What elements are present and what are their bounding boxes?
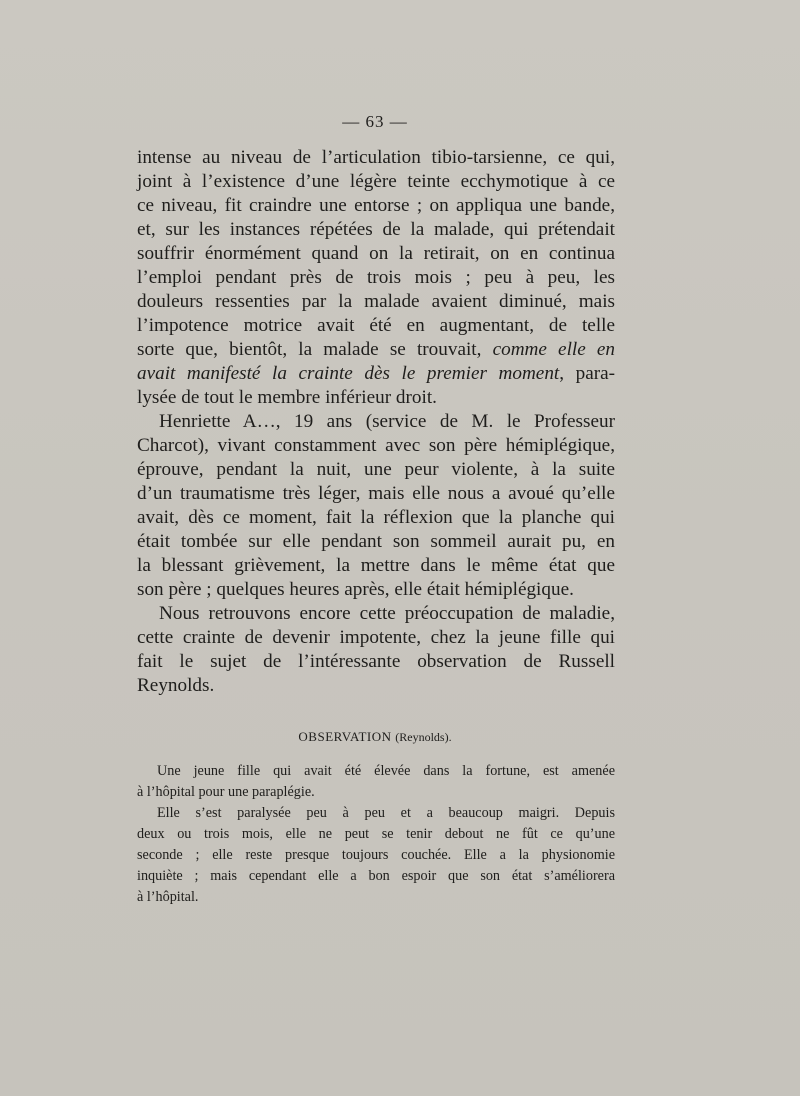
text-line: Elle s’est paralysée peu à peu et a beaucoup maigri. Depuis <box>157 805 615 821</box>
text-line: avait, dès ce moment, fait la réflexion que la planche qui <box>137 507 615 528</box>
text-line: souffrir énormément quand on la retirait, on en continua <box>137 243 615 264</box>
text-run: sorte que, bientôt, la malade se trouvait, <box>137 339 482 360</box>
observation-author: (Reynolds). <box>395 730 452 744</box>
text-line: cette crainte de devenir impotente, chez la jeune fille qui <box>137 627 615 648</box>
text-line: joint à l’existence d’une légère teinte ecchymotique à ce <box>137 171 615 192</box>
text-line: Reynolds. <box>137 675 215 696</box>
text-line <box>137 362 615 386</box>
text-line: Charcot), vivant constamment avec son père hémiplégique, <box>137 435 615 456</box>
text-line: l’impotence motrice avait été en augmentant, de telle <box>137 315 615 336</box>
text-line: Henriette A…, 19 ans (service de M. le Professeur <box>159 411 615 432</box>
observation-title: OBSERVATION <box>298 729 392 744</box>
text-run: , para- <box>559 363 616 384</box>
text-line: Nous retrouvons encore cette préoccupation de maladie, <box>159 603 615 624</box>
text-line: seconde ; elle reste presque toujours couchée. Elle a la physionomie <box>137 847 615 863</box>
text-line: était tombée sur elle pendant son sommeil aurait pu, en <box>137 531 615 552</box>
text-line: son père ; quelques heures après, elle était hémiplégique. <box>137 579 574 600</box>
text-line: ce niveau, fit craindre une entorse ; on appliqua une bande, <box>137 195 615 216</box>
page-number: — 63 — <box>342 112 408 131</box>
text-line: douleurs ressenties par la malade avaient diminué, mais <box>137 291 615 312</box>
text-line: l’emploi pendant près de trois mois ; peu à peu, les <box>137 267 615 288</box>
text-line: lysée de tout le membre inférieur droit. <box>137 387 437 408</box>
observation-heading <box>0 729 750 745</box>
text-line: fait le sujet de l’intéressante observation de Russell <box>137 651 615 672</box>
text-line: deux ou trois mois, elle ne peut se tenir debout ne fût ce qu’une <box>137 826 615 842</box>
text-line: d’un traumatisme très léger, mais elle nous a avoué qu’elle <box>137 483 615 504</box>
text-line: la blessant grièvement, la mettre dans le même état que <box>137 555 615 576</box>
italic-run: avait manifesté la crainte dès le premier moment <box>137 363 560 384</box>
main-text <box>137 146 615 698</box>
text-line <box>137 338 615 362</box>
italic-run: comme elle en <box>492 339 616 360</box>
observation-text <box>137 761 615 908</box>
text-line: à l’hôpital pour une paraplégie. <box>137 784 315 800</box>
text-line: à l’hôpital. <box>137 889 199 905</box>
text-line: intense au niveau de l’articulation tibio-tarsienne, ce qui, <box>137 147 615 168</box>
text-line: et, sur les instances répétées de la malade, qui prétendait <box>137 219 615 240</box>
text-line: inquiète ; mais cependant elle a bon espoir que son état s’améliorera <box>137 868 615 884</box>
text-line: éprouve, pendant la nuit, une peur violente, à la suite <box>137 459 615 480</box>
text-line: Une jeune fille qui avait été élevée dans la fortune, est amenée <box>157 763 615 779</box>
